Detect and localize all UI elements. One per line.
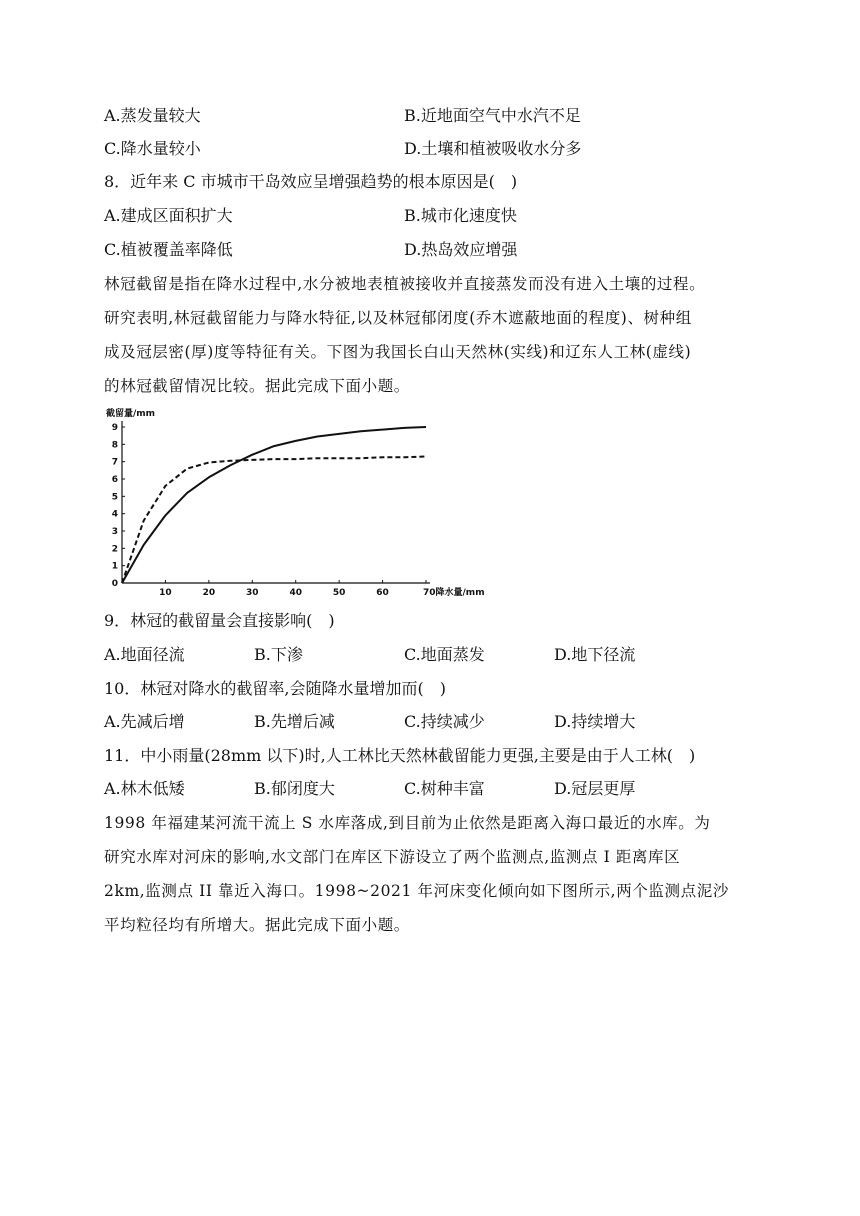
chart-series-solid-line — [122, 427, 426, 583]
q11-option-b: B.郁闭度大 — [254, 779, 335, 798]
chart-y-tick-label: 6 — [111, 475, 118, 485]
q11-stem: 11．中小雨量(28mm 以下)时,人工林比天然林截留能力更强,主要是由于人工林( ) — [104, 746, 696, 765]
chart-y-tick-label: 7 — [111, 457, 118, 468]
q9-option-b: B.下渗 — [254, 645, 303, 664]
q7-option-c: C.降水量较小 — [104, 139, 201, 158]
q9-option-c: C.地面蒸发 — [404, 645, 485, 664]
chart-x-tick-label: 70降水量/mm — [423, 588, 485, 598]
chart-x-tick-label: 20 — [202, 588, 216, 598]
q8-option-a: A.建成区面积扩大 — [104, 206, 233, 225]
q9-stem: 9．林冠的截留量会直接影响( ) — [104, 611, 335, 630]
q11-option-a: A.林木低矮 — [104, 779, 185, 798]
q7-option-d: D.土壤和植被吸收水分多 — [404, 139, 582, 158]
chart-series-dashed-line — [122, 457, 426, 584]
chart-y-tick-label: 4 — [111, 509, 118, 520]
q7-option-b: B.近地面空气中水汽不足 — [404, 106, 581, 125]
q7-option-a: A.蒸发量较大 — [104, 106, 201, 125]
passage1-line-1: 林冠截留是指在降水过程中,水分被地表植被接收并直接蒸发而没有进入土壤的过程。 — [104, 275, 706, 293]
chart-x-tick-label: 30 — [246, 588, 259, 598]
passage2-line-1: 1998 年福建某河流干流上 S 水库落成,到目前为止依然是距离入海口最近的水库。为 — [104, 814, 711, 832]
q9-option-a: A.地面径流 — [104, 645, 185, 664]
chart-y-tick-label: 3 — [111, 527, 118, 537]
chart-y-tick-label: 2 — [111, 544, 118, 555]
chart-y-tick-label: 0 — [111, 579, 118, 589]
chart-x-tick-label: 40 — [289, 588, 302, 598]
q8-option-d: D.热岛效应增强 — [404, 240, 518, 259]
q10-stem: 10．林冠对降水的截留率,会随降水量增加而( ) — [104, 679, 446, 698]
chart-y-tick-label: 8 — [111, 440, 118, 451]
chart-y-tick-label: 1 — [111, 561, 118, 572]
passage2-line-3: 2km,监测点 II 靠近入海口。1998~2021 年河床变化倾向如下图所示,两个监测点泥沙 — [104, 882, 729, 900]
passage2-line-2: 研究水库对河床的影响,水文部门在库区下游设立了两个监测点,监测点 I 距离库区 — [104, 848, 681, 866]
q10-option-b: B.先增后减 — [254, 712, 335, 731]
q9-option-d: D.地下径流 — [554, 645, 636, 664]
q8-stem: 8．近年来 C 市城市干岛效应呈增强趋势的根本原因是( ) — [104, 172, 518, 191]
chart-y-tick-label: 5 — [111, 492, 118, 503]
q8-option-b: B.城市化速度快 — [404, 206, 517, 225]
chart-x-tick-label: 10 — [159, 588, 172, 598]
q10-option-c: C.持续减少 — [404, 712, 485, 731]
passage1-line-3: 成及冠层密(厚)度等特征有关。下图为我国长白山天然林(实线)和辽东人工林(虚线) — [104, 343, 692, 361]
interception-chart — [104, 406, 494, 598]
chart-ylabel: 截留量/mm — [106, 409, 156, 419]
chart-x-tick-label: 50 — [332, 588, 346, 598]
chart-y-tick-label: 9 — [111, 423, 118, 433]
q11-option-d: D.冠层更厚 — [554, 779, 636, 798]
q10-option-d: D.持续增大 — [554, 712, 636, 731]
passage1-line-4: 的林冠截留情况比较。据此完成下面小题。 — [104, 377, 410, 395]
q10-option-a: A.先减后增 — [104, 712, 185, 731]
passage1-line-2: 研究表明,林冠截留能力与降水特征,以及林冠郁闭度(乔木遮蔽地面的程度)、树种组 — [104, 309, 692, 327]
chart-x-tick-label: 60 — [376, 588, 389, 598]
q8-option-c: C.植被覆盖率降低 — [104, 240, 233, 259]
q11-option-c: C.树种丰富 — [404, 779, 485, 798]
passage2-line-4: 平均粒径均有所增大。据此完成下面小题。 — [104, 916, 410, 934]
